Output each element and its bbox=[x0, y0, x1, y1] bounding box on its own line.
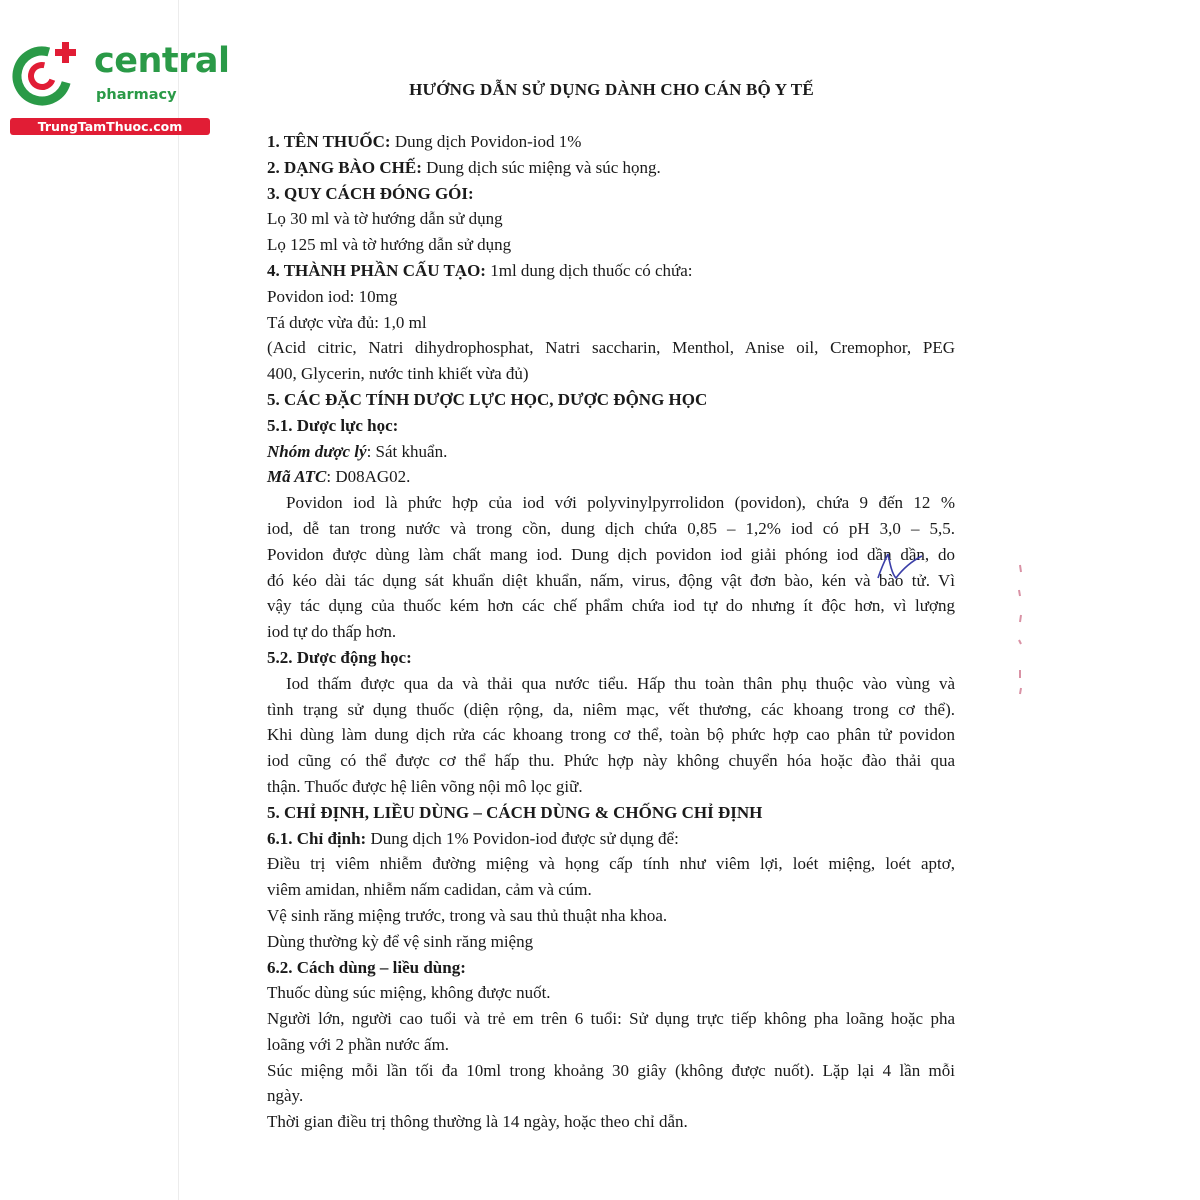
usage-line: Thuốc dùng súc miệng, không được nuốt. bbox=[267, 983, 551, 1003]
section-4 bbox=[267, 258, 955, 284]
logo-subtitle: pharmacy bbox=[96, 87, 177, 103]
pharmacodynamics-line: iod tự do thấp hơn. bbox=[267, 622, 397, 642]
indication-line: Điều trị viêm nhiễm đường miệng và họng cấp tính như viêm lợi, loét miệng, loét aptơ, bbox=[267, 854, 955, 874]
pharmacological-group bbox=[267, 439, 955, 465]
section-6-2-heading: 6.2. Cách dùng – liều dùng: bbox=[267, 957, 466, 977]
usage-line: Người lớn, người cao tuổi và trẻ em trên 6 tuổi: Sử dụng trực tiếp không pha loãng hoặc pha bbox=[267, 1009, 955, 1029]
composition-line: Povidon iod: 10mg bbox=[267, 286, 398, 306]
section-4-text: 1ml dung dịch thuốc có chứa: bbox=[485, 260, 693, 280]
pharmacodynamics-line: Povidon iod là phức hợp của iod với polyvinylpyrrolidon (povidon), chứa 9 đến 12 % bbox=[286, 493, 955, 513]
atc-value: : D08AG02. bbox=[326, 467, 411, 487]
pharmacodynamics-line: Povidon được dùng làm chất mang iod. Dung dịch povidon iod giải phóng iod dần dần, do bbox=[267, 544, 955, 564]
usage-line: ngày. bbox=[267, 1086, 304, 1106]
document-body bbox=[267, 129, 955, 1135]
usage-line: Thời gian điều trị thông thường là 14 ngày, hoặc theo chỉ dẫn. bbox=[267, 1112, 688, 1132]
section-4-heading: 4. THÀNH PHẦN CẤU TẠO: bbox=[267, 260, 486, 280]
logo-website-link[interactable]: TrungTamThuoc.com bbox=[10, 118, 210, 135]
handwritten-initial-mark bbox=[870, 548, 930, 588]
section-1-heading: 1. TÊN THUỐC: bbox=[267, 132, 391, 151]
stamp-edge-mark bbox=[1012, 560, 1028, 700]
package-line: Lọ 30 ml và tờ hướng dẫn sử dụng bbox=[267, 209, 503, 229]
logo-brand-name: central bbox=[94, 41, 230, 81]
pharmacodynamics-line: iod, dễ tan trong nước và trong cồn, dung dịch chứa 0,85 – 1,2% iod có pH 3,0 – 5,5. bbox=[267, 518, 955, 538]
section-6-1-text: Dung dịch 1% Povidon-iod được sử dụng để: bbox=[366, 828, 679, 848]
excipients-line: 400, Glycerin, nước tinh khiết vừa đủ) bbox=[267, 364, 529, 384]
section-2-text: Dung dịch súc miệng và súc họng. bbox=[421, 157, 661, 177]
indication-line: Vệ sinh răng miệng trước, trong và sau thủ thuật nha khoa. bbox=[267, 905, 668, 925]
section-3-heading: 3. QUY CÁCH ĐÓNG GÓI: bbox=[267, 183, 474, 203]
indication-line: Dùng thường kỳ để vệ sinh răng miệng bbox=[267, 931, 534, 951]
section-2-heading: 2. DẠNG BÀO CHẾ: bbox=[267, 157, 422, 177]
section-5-2-heading: 5.2. Dược động học: bbox=[267, 647, 412, 667]
excipients-line: (Acid citric, Natri dihydrophosphat, Natri saccharin, Menthol, Anise oil, Cremophor, PEG bbox=[267, 338, 955, 358]
usage-line: Súc miệng mỗi lần tối đa 10ml trong khoảng 30 giây (không được nuốt). Lặp lại 4 lần mỗi bbox=[267, 1060, 955, 1080]
central-pharmacy-logo[interactable] bbox=[10, 38, 230, 138]
pharmacokinetics-line: tình trạng sử dụng thuốc (diện rộng, da, niêm mạc, vết thương, các khoang trong cơ thể). bbox=[267, 699, 955, 719]
composition-line: Tá dược vừa đủ: 1,0 ml bbox=[267, 312, 427, 332]
pharmacy-logo-icon bbox=[10, 38, 82, 110]
section-2 bbox=[267, 155, 955, 181]
pharmacodynamics-line: vậy tác dụng của thuốc kém hơn các chế phẩm chứa iod tự do nhưng ít độc hơn, vì lượng bbox=[267, 596, 955, 616]
pharmacodynamics-line: đó kéo dài tác dụng sát khuẩn diệt khuẩn, nấm, virus, động vật đơn bào, kén và bào tử. Vì bbox=[267, 570, 955, 590]
section-6-1-heading: 6.1. Chỉ định: bbox=[267, 828, 367, 848]
section-6-1 bbox=[267, 826, 955, 852]
atc-label: Mã ATC bbox=[267, 467, 327, 487]
section-5-1-heading: 5.1. Dược lực học: bbox=[267, 415, 399, 435]
pharmacokinetics-line: Khi dùng làm dung dịch rửa các khoang trong cơ thể, toàn bộ phức hợp cao phân tử povidon bbox=[267, 725, 955, 745]
pharmacokinetics-line: Iod thấm được qua da và thải qua nước tiểu. Hấp thu toàn thân phụ thuộc vào vùng và bbox=[286, 673, 955, 693]
section-5-heading: 5. CÁC ĐẶC TÍNH DƯỢC LỰC HỌC, DƯỢC ĐỘNG HỌC bbox=[267, 389, 708, 409]
pharmacokinetics-line: iod cũng có thể được cơ thể hấp thu. Phức hợp này không chuyển hóa hoặc đào thải qua bbox=[267, 751, 955, 771]
indication-line: viêm amidan, nhiễm nấm cadidan, cảm và cúm. bbox=[267, 880, 592, 900]
pharmacokinetics-line: thận. Thuốc được hệ liên võng nội mô lọc giữ. bbox=[267, 776, 583, 796]
section-6-heading: 5. CHỈ ĐỊNH, LIỀU DÙNG – CÁCH DÙNG & CHỐNG CHỈ ĐỊNH bbox=[267, 802, 763, 822]
document-title: HƯỚNG DẪN SỬ DỤNG DÀNH CHO CÁN BỘ Y TẾ bbox=[409, 80, 814, 99]
section-1-text: Dung dịch Povidon-iod 1% bbox=[390, 132, 582, 151]
group-value: : Sát khuẩn. bbox=[366, 441, 448, 461]
usage-line: loãng với 2 phần nước ấm. bbox=[267, 1034, 450, 1054]
package-line: Lọ 125 ml và tờ hướng dẫn sử dụng bbox=[267, 235, 512, 255]
section-1 bbox=[267, 129, 955, 155]
atc-code bbox=[267, 464, 955, 490]
scan-edge-line bbox=[178, 0, 179, 1200]
group-label: Nhóm dược lý bbox=[267, 441, 367, 461]
